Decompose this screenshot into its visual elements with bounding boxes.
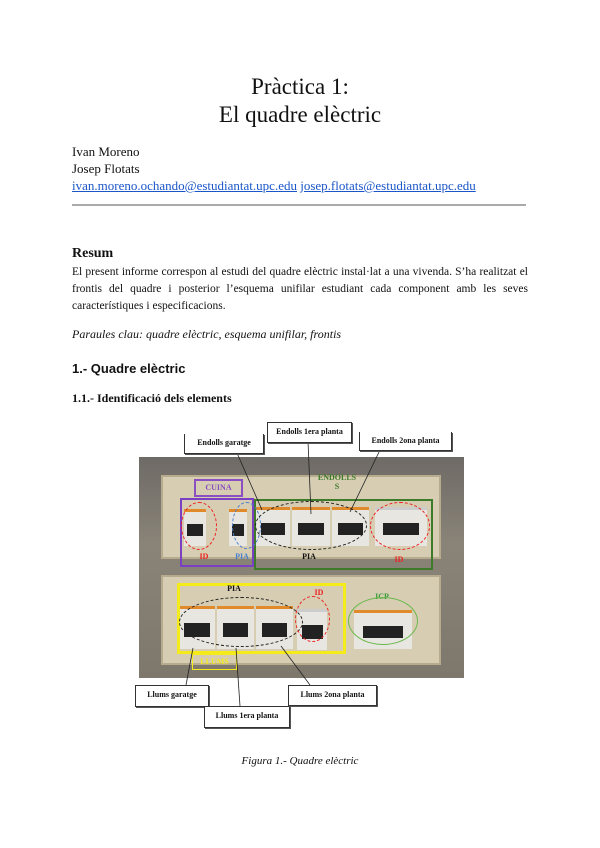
title-line-2: El quadre elèctric	[218, 102, 382, 127]
label-llums: LLUMS	[192, 654, 237, 670]
section-1-1-heading: 1.1.- Identificació dels elements	[72, 391, 232, 405]
callout-llums-garatge: Llums garatge	[135, 685, 209, 707]
email-link-1[interactable]: ivan.moreno.ochando@estudiantat.upc.edu	[72, 178, 297, 193]
label-icp: ICP	[375, 592, 389, 601]
label-pia-llums: PIA	[227, 584, 241, 593]
keywords: Paraules clau: quadre elèctric, esquema unifilar, frontis	[72, 327, 342, 341]
abstract-heading: Resum	[72, 246, 114, 261]
callout-endolls-2ona: Endolls 2ona planta	[359, 432, 452, 451]
label-id-endolls: ID	[394, 555, 404, 564]
abstract-text: El present informe correspon al estudi del quadre elèctric instal·lat a una vivenda. S’ha realitzat el frontis del quadre i posterior l’esquema unifilar estudiant cada component amb les seves característiques i especificacions.	[72, 266, 528, 312]
section-1-heading: 1.- Quadre elèctric	[72, 361, 186, 376]
callout-endolls-garatge: Endolls garatge	[184, 434, 264, 454]
callout-endolls-1era: Endolls 1era planta	[267, 422, 352, 443]
label-id-cuina: ID	[199, 552, 209, 561]
title-line-1: Pràctica 1:	[251, 74, 349, 99]
label-endolls-s: S	[334, 482, 340, 491]
email-link-2[interactable]: josep.flotats@estudiantat.upc.edu	[300, 178, 476, 193]
label-endolls: ENDOLLS	[317, 473, 357, 482]
author-2: Josep Flotats	[72, 161, 140, 176]
label-cuina: CUINA	[194, 479, 243, 497]
figure-caption: Figura 1.- Quadre elèctric	[241, 755, 359, 767]
callout-llums-1era: Llums 1era planta	[204, 706, 290, 728]
label-pia-endolls: PIA	[302, 552, 316, 561]
label-id-llums: ID	[314, 588, 324, 597]
callout-llums-2ona: Llums 2ona planta	[288, 685, 377, 706]
author-1: Ivan Moreno	[72, 144, 140, 159]
label-pia-cuina: PIA	[235, 552, 249, 561]
